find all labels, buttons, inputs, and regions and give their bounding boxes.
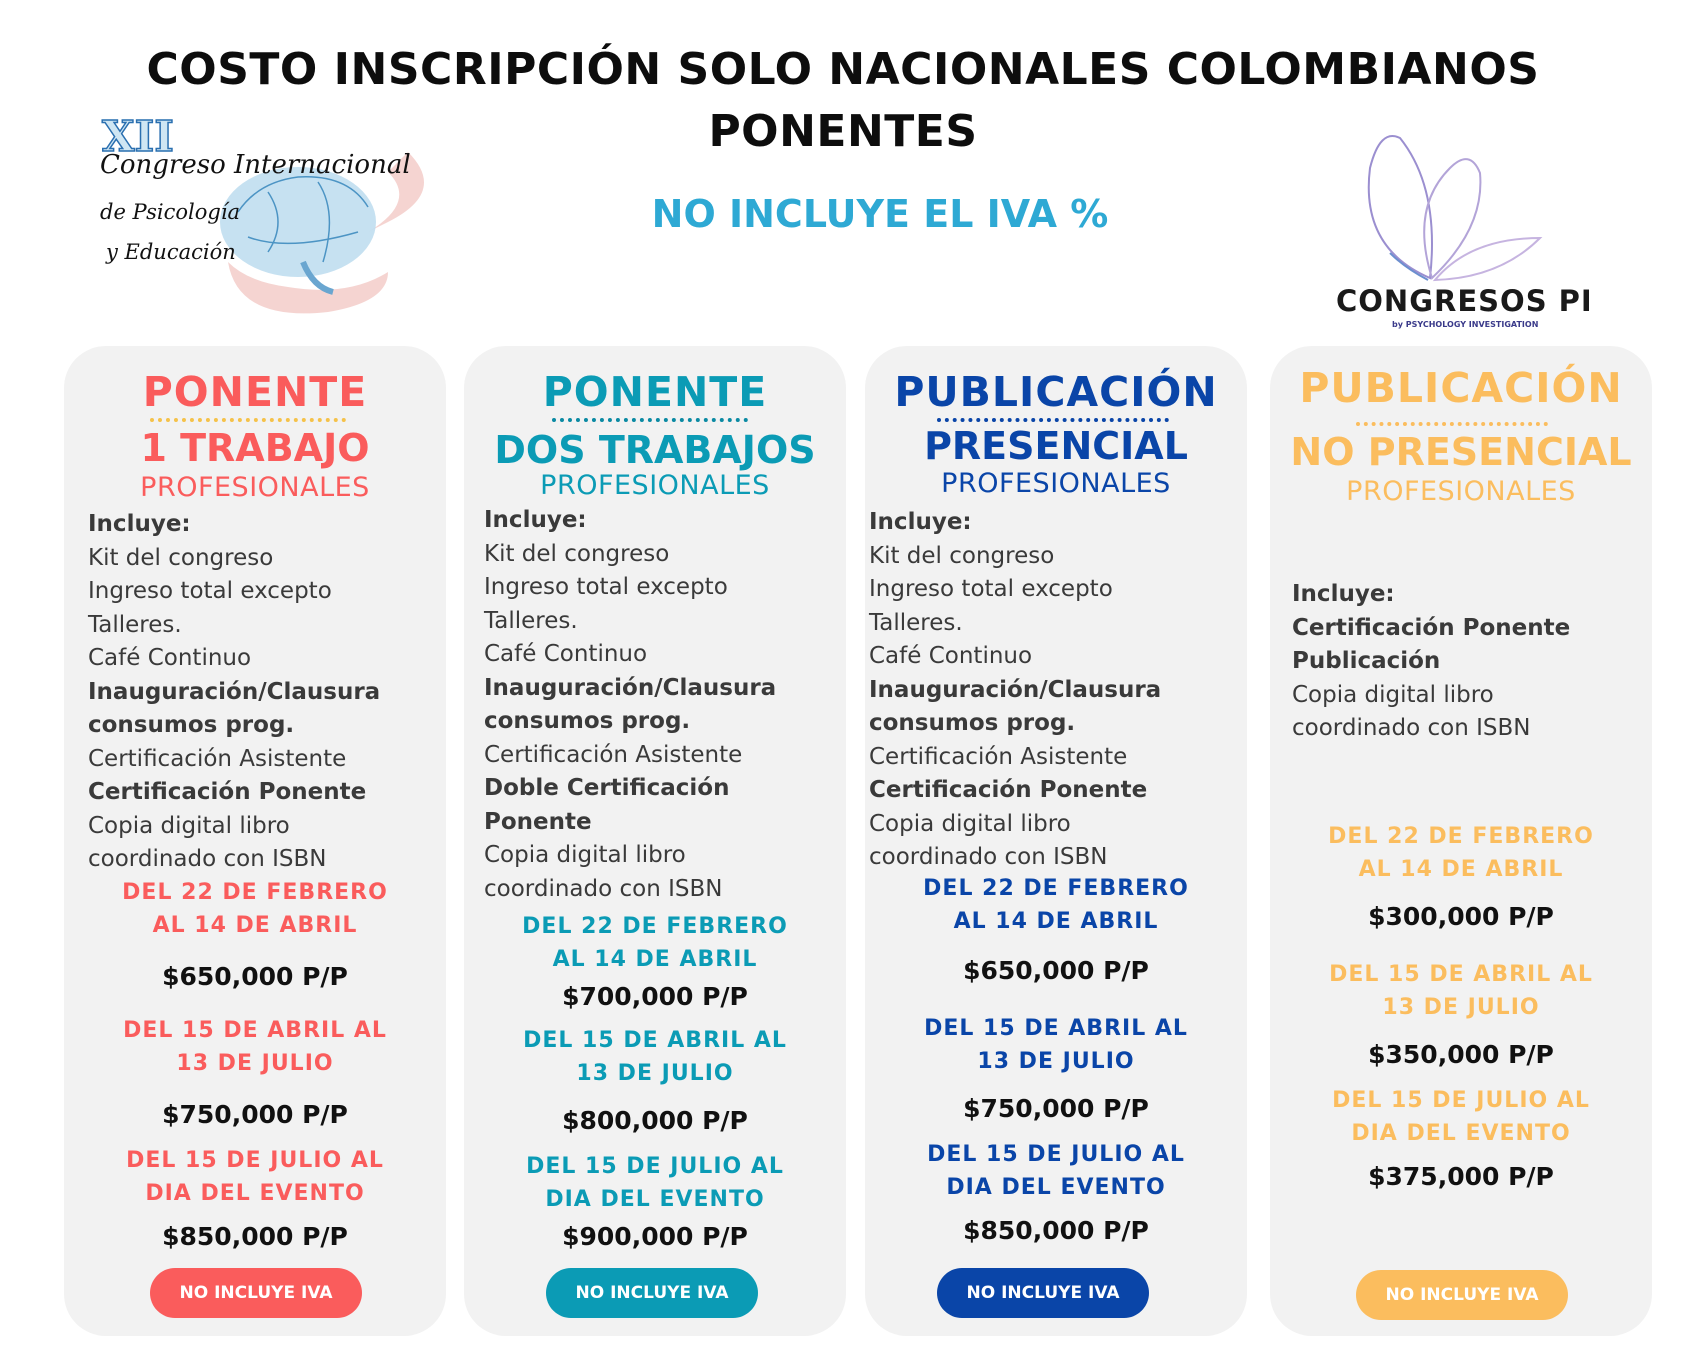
no-incluye-iva-button[interactable]: NO INCLUYE IVA <box>937 1268 1149 1318</box>
list-item: Certificación Ponente <box>1292 614 1571 641</box>
list-item: consumos prog. <box>869 710 1076 736</box>
card-audience: PROFESIONALES <box>1346 476 1576 507</box>
list-item: Copia digital libro <box>869 810 1071 837</box>
date-range-3 <box>865 1138 1247 1204</box>
list-item: Copia digital libro <box>88 812 290 839</box>
date-line: DIA DEL EVENTO <box>145 1181 365 1206</box>
date-line: DEL 22 DE FEBRERO <box>923 876 1189 901</box>
card-audience: PROFESIONALES <box>941 468 1171 499</box>
date-line: DEL 15 DE JULIO AL <box>126 1148 384 1173</box>
includes-list <box>484 504 776 906</box>
card-subtitle: DOS TRABAJOS <box>494 428 816 472</box>
date-line: DIA DEL EVENTO <box>1351 1121 1571 1146</box>
price-3: $850,000 P/P <box>162 1222 348 1251</box>
card-subtitle: NO PRESENCIAL <box>1290 430 1632 474</box>
price-1: $650,000 P/P <box>162 962 348 991</box>
congress-logo <box>88 112 428 322</box>
date-line: 13 DE JULIO <box>176 1051 334 1076</box>
divider <box>150 418 346 422</box>
logo-roman-numeral: XII <box>102 112 174 161</box>
list-item: Café Continuo <box>88 645 252 671</box>
card-audience: PROFESIONALES <box>540 470 770 501</box>
list-item: Talleres. <box>869 609 963 636</box>
price-2: $750,000 P/P <box>162 1100 348 1129</box>
congresos-pi-logo <box>1320 128 1593 329</box>
card-title: PUBLICACIÓN <box>894 368 1218 416</box>
date-line: AL 14 DE ABRIL <box>1358 857 1564 882</box>
card-title: PONENTE <box>142 368 368 416</box>
date-range-2 <box>1270 958 1652 1024</box>
card-audience: PROFESIONALES <box>140 472 370 503</box>
price-2: $750,000 P/P <box>963 1094 1149 1123</box>
date-line: DIA DEL EVENTO <box>946 1175 1166 1200</box>
list-item: Kit del congreso <box>869 542 1055 569</box>
list-item: Ponente <box>484 808 592 835</box>
list-item: Café Continuo <box>484 641 648 667</box>
date-line: DEL 15 DE ABRIL AL <box>123 1018 387 1043</box>
card-title: PUBLICACIÓN <box>1299 364 1623 412</box>
price-3: $900,000 P/P <box>562 1222 748 1251</box>
date-line: DEL 22 DE FEBRERO <box>122 880 388 905</box>
date-line: AL 14 DE ABRIL <box>152 913 358 938</box>
page-title-line-1: COSTO INSCRIPCIÓN SOLO NACIONALES COLOMBIANOS <box>146 44 1540 95</box>
list-item: Kit del congreso <box>88 544 274 571</box>
date-line: AL 14 DE ABRIL <box>552 947 758 972</box>
list-item: Talleres. <box>88 611 182 638</box>
logo-text-line-1: Congreso Internacional <box>100 150 411 180</box>
date-range-3 <box>464 1150 846 1216</box>
list-item: Ingreso total excepto <box>88 578 332 604</box>
date-line: 13 DE JULIO <box>576 1061 734 1086</box>
price-1: $650,000 P/P <box>963 956 1149 985</box>
date-range-3 <box>1270 1084 1652 1150</box>
date-line: DEL 22 DE FEBRERO <box>1328 824 1594 849</box>
price-1: $700,000 P/P <box>562 982 748 1011</box>
price-2: $800,000 P/P <box>562 1106 748 1135</box>
date-range-3 <box>64 1144 446 1210</box>
list-item: Inauguración/Clausura <box>869 676 1162 703</box>
divider <box>1356 422 1548 426</box>
price-3: $850,000 P/P <box>963 1216 1149 1245</box>
list-item: Certificación Asistente <box>484 741 743 768</box>
date-range-2 <box>865 1012 1247 1078</box>
divider <box>937 418 1169 422</box>
includes-label: Incluye: <box>1292 581 1395 607</box>
list-item: Inauguración/Clausura <box>484 674 777 701</box>
list-item: Certificación Asistente <box>869 743 1128 770</box>
list-item: Certificación Asistente <box>88 745 347 772</box>
brand-name: CONGRESOS PI <box>1336 284 1593 318</box>
price-2: $350,000 P/P <box>1368 1040 1554 1069</box>
list-item: Certificación Ponente <box>869 777 1148 803</box>
iva-notice: NO INCLUYE EL IVA % <box>651 192 1109 236</box>
date-line: DEL 15 DE ABRIL AL <box>924 1016 1188 1041</box>
list-item: Doble Certificación <box>484 775 730 801</box>
date-range-1 <box>865 872 1247 938</box>
pricing-card-publicacion-no-presencial <box>1270 346 1652 1336</box>
list-item: consumos prog. <box>484 708 691 734</box>
card-subtitle: PRESENCIAL <box>924 424 1188 468</box>
list-item: consumos prog. <box>88 712 295 738</box>
date-range-1 <box>1270 820 1652 886</box>
list-item: Inauguración/Clausura <box>88 678 381 705</box>
includes-label: Incluye: <box>484 507 587 533</box>
list-item: coordinado con ISBN <box>869 844 1108 870</box>
date-range-2 <box>464 1024 846 1090</box>
no-incluye-iva-button[interactable]: NO INCLUYE IVA <box>1356 1270 1568 1320</box>
includes-list <box>88 508 380 877</box>
includes-list <box>1292 578 1570 746</box>
includes-label: Incluye: <box>869 509 972 535</box>
date-line: 13 DE JULIO <box>977 1049 1135 1074</box>
date-line: DIA DEL EVENTO <box>545 1187 765 1212</box>
date-line: DEL 15 DE JULIO AL <box>526 1154 784 1179</box>
list-item: coordinado con ISBN <box>484 875 723 902</box>
list-item: Talleres. <box>484 607 578 634</box>
no-incluye-iva-button[interactable]: NO INCLUYE IVA <box>150 1268 362 1318</box>
list-item: coordinado con ISBN <box>1292 715 1531 741</box>
list-item: Copia digital libro <box>484 842 686 868</box>
card-subtitle: 1 TRABAJO <box>140 426 370 470</box>
page-title-line-2: PONENTES <box>708 106 978 157</box>
price-3: $375,000 P/P <box>1368 1162 1554 1191</box>
date-line: DEL 15 DE JULIO AL <box>927 1142 1185 1167</box>
list-item: Ingreso total excepto <box>484 574 728 600</box>
logo-text-line-2: de Psicología <box>100 200 241 224</box>
includes-label: Incluye: <box>88 511 191 537</box>
brand-tagline: by PSYCHOLOGY INVESTIGATION <box>1392 320 1539 329</box>
date-range-1 <box>464 910 846 976</box>
includes-list <box>869 506 1161 875</box>
pricing-card-ponente-dos-trabajos <box>464 346 846 1336</box>
divider <box>552 418 748 422</box>
date-line: DEL 22 DE FEBRERO <box>522 914 788 939</box>
list-item: Publicación <box>1292 648 1441 674</box>
date-range-2 <box>64 1014 446 1080</box>
logo-text-line-3: y Educación <box>106 240 236 264</box>
card-title: PONENTE <box>542 368 768 416</box>
list-item: Ingreso total excepto <box>869 576 1113 602</box>
date-range-1 <box>64 876 446 942</box>
list-item: Café Continuo <box>869 643 1033 669</box>
pricing-card-publicacion-presencial <box>865 346 1247 1336</box>
price-1: $300,000 P/P <box>1368 902 1554 931</box>
list-item: Certificación Ponente <box>88 779 367 805</box>
butterfly-icon <box>1320 128 1580 288</box>
date-line: DEL 15 DE ABRIL AL <box>1329 962 1593 987</box>
no-incluye-iva-button[interactable]: NO INCLUYE IVA <box>546 1268 758 1318</box>
date-line: DEL 15 DE ABRIL AL <box>523 1028 787 1053</box>
list-item: coordinado con ISBN <box>88 846 327 872</box>
date-line: 13 DE JULIO <box>1382 995 1540 1020</box>
list-item: Kit del congreso <box>484 540 670 567</box>
pricing-card-ponente-1-trabajo <box>64 346 446 1336</box>
date-line: DEL 15 DE JULIO AL <box>1332 1088 1590 1113</box>
list-item: Copia digital libro <box>1292 681 1494 708</box>
date-line: AL 14 DE ABRIL <box>953 909 1159 934</box>
